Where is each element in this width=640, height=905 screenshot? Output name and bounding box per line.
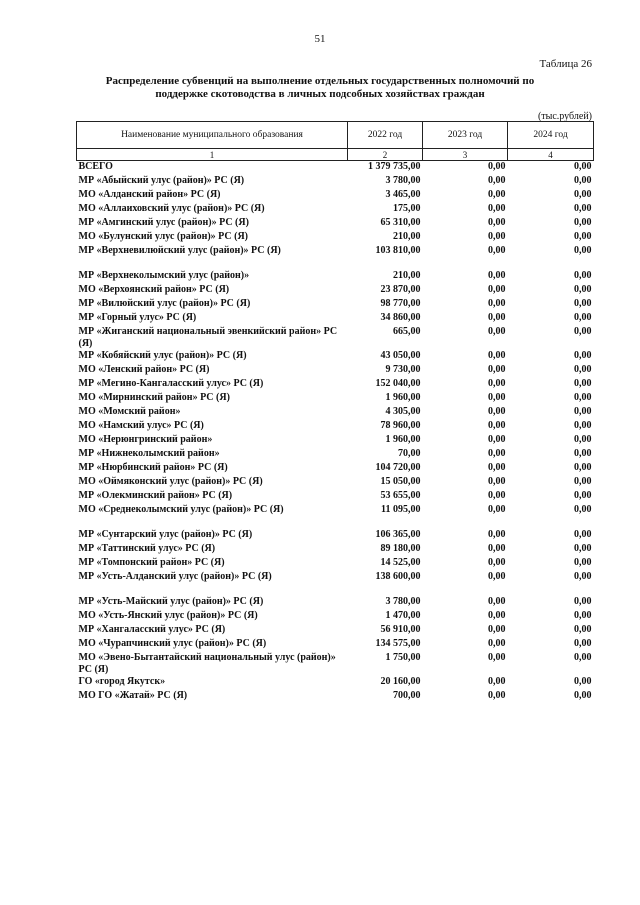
municipality-name-cell: МР «Томпонский район» РС (Я)	[78, 557, 225, 568]
municipality-name-cell: МР «Сунтарский улус (район)» РС (Я)	[78, 529, 253, 540]
subsidy-table	[76, 121, 594, 704]
value-2023-cell: 0,00	[488, 189, 506, 200]
value-2022-cell: 65 310,00	[380, 217, 421, 228]
table-row	[77, 571, 594, 585]
table-row	[77, 652, 594, 676]
total-row	[77, 161, 594, 176]
value-2023-cell: 0,00	[488, 406, 506, 417]
municipality-name-cell: МР «Амгинский улус (район)» РС (Я)	[78, 217, 249, 228]
value-2024-cell: 0,00	[574, 476, 592, 487]
value-2023-cell: 0,00	[488, 203, 506, 214]
value-2022-cell: 70,00	[398, 448, 421, 459]
municipality-name-cell: МР «Нижнеколымский район»	[78, 448, 220, 459]
municipality-name-cell: ГО «город Якутск»	[78, 676, 166, 687]
value-2024-cell: 0,00	[574, 624, 592, 635]
column-number: 1	[77, 149, 348, 161]
value-2024-cell: 0,00	[574, 690, 592, 701]
table-row	[77, 448, 594, 462]
municipality-name-cell: МР «Таттинский улус» РС (Я)	[78, 543, 216, 554]
value-2024-cell: 0,00	[574, 652, 592, 663]
municipality-name-cell: МР «Вилюйский улус (район)» РС (Я)	[78, 298, 251, 309]
value-2022-cell: 9 730,00	[385, 364, 421, 375]
value-2022-cell: 34 860,00	[380, 312, 421, 323]
value-2024-cell: 0,00	[574, 676, 592, 687]
value-2024-cell: 0,00	[574, 203, 592, 214]
table-row	[77, 406, 594, 420]
value-2022-cell: 3 780,00	[385, 175, 421, 186]
value-2022-cell: 11 095,00	[381, 504, 421, 515]
table-row	[77, 270, 594, 284]
value-2022-cell: 103 810,00	[375, 245, 421, 256]
table-row	[77, 175, 594, 189]
value-2024-cell: 0,00	[574, 448, 592, 459]
municipality-name-cell: МР «Верхневилюйский улус (район)» РС (Я)	[78, 245, 281, 256]
value-2023-cell: 0,00	[488, 504, 506, 515]
municipality-name-cell: МО «Намский улус» РС (Я)	[78, 420, 204, 431]
value-2024-cell: 0,00	[574, 298, 592, 309]
municipality-name-cell: МР «Усть-Майский улус (район)» РС (Я)	[78, 596, 264, 607]
municipality-name-cell: МО «Среднеколымский улус (район)» РС (Я)	[78, 504, 284, 515]
value-2023-cell: 0,00	[488, 378, 506, 389]
value-2024-cell: 0,00	[574, 245, 592, 256]
value-2023-cell: 0,00	[488, 610, 506, 621]
value-2024-cell: 0,00	[574, 420, 592, 431]
table-label: Таблица 26	[539, 58, 592, 70]
value-2024-cell: 0,00	[574, 490, 592, 501]
value-2022-cell: 3 780,00	[385, 596, 421, 607]
municipality-name-cell: МО ГО «Жатай» РС (Я)	[78, 690, 188, 701]
value-2022-cell: 104 720,00	[375, 462, 421, 473]
value-2024-cell: 0,00	[574, 350, 592, 361]
table-header	[77, 122, 594, 161]
value-2024-cell: 0,00	[574, 392, 592, 403]
table-row	[77, 231, 594, 245]
table-row	[77, 676, 594, 690]
table-body	[77, 161, 594, 705]
municipality-name-cell: МО «Чурапчинский улус (район)» РС (Я)	[78, 638, 267, 649]
value-2024-cell: 0,00	[574, 462, 592, 473]
value-2023-cell: 0,00	[488, 448, 506, 459]
table-row	[77, 245, 594, 259]
value-2023-cell: 0,00	[488, 571, 506, 582]
value-2022-cell: 20 160,00	[380, 676, 421, 687]
municipality-name-cell: МО «Момский район»	[78, 406, 181, 417]
value-2023-cell: 0,00	[488, 326, 506, 337]
value-2023-cell: 0,00	[488, 638, 506, 649]
table-row	[77, 624, 594, 638]
value-2023-cell: 0,00	[488, 557, 506, 568]
value-2022-cell: 210,00	[393, 231, 421, 242]
units-label: (тыс.рублей)	[537, 111, 592, 122]
value-2024-cell: 0,00	[574, 529, 592, 540]
municipality-name-cell: МР «Мегино-Кангаласский улус» РС (Я)	[78, 378, 264, 389]
value-2023-cell: 0,00	[488, 434, 506, 445]
municipality-name-cell: МР «Нюрбинский район» РС (Я)	[78, 462, 228, 473]
municipality-name-cell: МО «Булунский улус (район)» РС (Я)	[78, 231, 248, 242]
value-2022-cell: 665,00	[393, 326, 421, 337]
value-2022-cell: 1 960,00	[385, 392, 421, 403]
value-2024-cell: 0,00	[574, 189, 592, 200]
table-row	[77, 543, 594, 557]
municipality-name-cell: МР «Олекминский район» РС (Я)	[78, 490, 233, 501]
value-2023-cell: 0,00	[488, 364, 506, 375]
table-row	[77, 690, 594, 704]
table-row	[77, 638, 594, 652]
value-2022-cell: 175,00	[393, 203, 421, 214]
value-2024-cell: 0,00	[574, 378, 592, 389]
value-2024-cell: 0,00	[574, 610, 592, 621]
value-2023-cell: 0,00	[488, 245, 506, 256]
spacer-row	[77, 518, 594, 529]
table-row	[77, 557, 594, 571]
column-number: 2	[348, 149, 423, 161]
table-row	[77, 364, 594, 378]
value-2022-cell: 152 040,00	[375, 378, 421, 389]
value-2024-cell: 0,00	[574, 543, 592, 554]
value-2024-cell: 0,00	[574, 175, 592, 186]
value-2022-cell: 1 750,00	[385, 652, 421, 663]
column-header-2022: 2022 год	[348, 122, 423, 149]
value-2023-cell: 0,00	[488, 690, 506, 701]
value-2023-cell: 0,00	[488, 420, 506, 431]
value-2024-cell: 0,00	[574, 326, 592, 337]
table-row	[77, 462, 594, 476]
value-2024-cell: 0,00	[574, 312, 592, 323]
value-2022-cell: 14 525,00	[380, 557, 421, 568]
table-row	[77, 490, 594, 504]
value-2023-cell: 0,00	[488, 284, 506, 295]
value-2022-cell: 3 465,00	[385, 189, 421, 200]
value-2022-cell: 53 655,00	[380, 490, 421, 501]
table-row	[77, 350, 594, 364]
value-2022-cell: 56 910,00	[380, 624, 421, 635]
value-2024-cell: 0,00	[574, 596, 592, 607]
value-2023-cell: 0,00	[488, 529, 506, 540]
municipality-name-cell: МР «Горный улус» РС (Я)	[78, 312, 197, 323]
value-2023-cell: 0,00	[488, 312, 506, 323]
value-2024-cell: 0,00	[574, 571, 592, 582]
table-row	[77, 284, 594, 298]
value-2022-cell: 134 575,00	[375, 638, 421, 649]
municipality-name-cell: МО «Оймяконский улус (район)» РС (Я)	[78, 476, 263, 487]
municipality-name-cell: МР «Усть-Алданский улус (район)» РС (Я)	[78, 571, 272, 582]
value-2023-cell: 0,00	[488, 652, 506, 663]
value-2023-cell: 0,00	[488, 462, 506, 473]
value-2024-cell: 0,00	[574, 231, 592, 242]
value-2024-cell: 0,00	[574, 434, 592, 445]
table-row	[77, 298, 594, 312]
municipality-name-cell: ВСЕГО	[78, 161, 113, 172]
municipality-name-cell: МО «Верхоянский район» РС (Я)	[78, 284, 230, 295]
value-2024-cell: 0,00	[574, 504, 592, 515]
column-header-2024: 2024 год	[508, 122, 594, 149]
table-row	[77, 529, 594, 543]
municipality-name-cell: МО «Ленский район» РС (Я)	[78, 364, 210, 375]
value-2024-cell: 0,00	[574, 364, 592, 375]
value-2024-cell: 0,00	[574, 557, 592, 568]
table-row	[77, 420, 594, 434]
value-2024-cell: 0,00	[574, 638, 592, 649]
municipality-name-cell: МО «Нерюнгринский район»	[78, 434, 213, 445]
municipality-name-cell: МР «Абыйский улус (район)» РС (Я)	[78, 175, 245, 186]
table-row	[77, 378, 594, 392]
table-row	[77, 392, 594, 406]
spacer-row	[77, 585, 594, 596]
value-2023-cell: 0,00	[488, 350, 506, 361]
value-2022-cell: 106 365,00	[375, 529, 421, 540]
table-row	[77, 217, 594, 231]
value-2023-cell: 0,00	[488, 217, 506, 228]
table-row	[77, 476, 594, 490]
value-2022-cell: 4 305,00	[385, 406, 421, 417]
table-row	[77, 203, 594, 217]
spacer-cell	[77, 518, 594, 529]
municipality-name-cell: МО «Усть-Янский улус (район)» РС (Я)	[78, 610, 258, 621]
value-2023-cell: 0,00	[488, 175, 506, 186]
value-2022-cell: 89 180,00	[380, 543, 421, 554]
value-2022-cell: 98 770,00	[380, 298, 421, 309]
value-2023-cell: 0,00	[488, 270, 506, 281]
municipality-name-cell: МО «Аллаиховский улус (район)» РС (Я)	[78, 203, 265, 214]
table-row	[77, 326, 594, 350]
value-2022-cell: 15 050,00	[380, 476, 421, 487]
table-row	[77, 596, 594, 610]
value-2023-cell: 0,00	[488, 231, 506, 242]
value-2022-cell: 23 870,00	[380, 284, 421, 295]
value-2022-cell: 43 050,00	[380, 350, 421, 361]
value-2024-cell: 0,00	[574, 406, 592, 417]
value-2023-cell: 0,00	[488, 476, 506, 487]
municipality-name-cell: МР «Жиганский национальный эвенкийский район» РС (Я)	[78, 326, 338, 349]
spacer-cell	[77, 259, 594, 270]
value-2022-cell: 210,00	[393, 270, 421, 281]
value-2024-cell: 0,00	[574, 217, 592, 228]
spacer-row	[77, 259, 594, 270]
municipality-name-cell: МО «Мирнинский район» РС (Я)	[78, 392, 230, 403]
value-2024-cell: 0,00	[574, 161, 592, 172]
value-2023-cell: 0,00	[488, 298, 506, 309]
table-row	[77, 610, 594, 624]
municipality-name-cell: МР «Кобяйский улус (район)» РС (Я)	[78, 350, 247, 361]
table-row	[77, 434, 594, 448]
value-2023-cell: 0,00	[488, 676, 506, 687]
value-2022-cell: 1 470,00	[385, 610, 421, 621]
value-2022-cell: 78 960,00	[380, 420, 421, 431]
value-2022-cell: 138 600,00	[375, 571, 421, 582]
column-header-municipality: Наименование муниципального образования	[77, 122, 348, 149]
column-number: 4	[508, 149, 594, 161]
municipality-name-cell: МР «Верхнеколымский улус (район)»	[78, 270, 250, 281]
value-2022-cell: 700,00	[393, 690, 421, 701]
table-row	[77, 189, 594, 203]
municipality-name-cell: МО «Алданский район» РС (Я)	[78, 189, 221, 200]
document-title: Распределение субвенций на выполнение отдельных государственных полномочий по поддержке скотоводства в личных подсобных хозяйствах граждан	[105, 75, 535, 100]
table-row	[77, 504, 594, 518]
table-row	[77, 312, 594, 326]
municipality-name-cell: МР «Хангаласский улус» РС (Я)	[78, 624, 226, 635]
value-2023-cell: 0,00	[488, 392, 506, 403]
page-number: 51	[314, 33, 326, 45]
municipality-name-cell: МО «Эвено-Бытантайский национальный улус (район)» РС (Я)	[78, 652, 336, 675]
value-2023-cell: 0,00	[488, 596, 506, 607]
spacer-cell	[77, 585, 594, 596]
value-2023-cell: 0,00	[488, 543, 506, 554]
value-2022-cell: 1 960,00	[385, 434, 421, 445]
value-2022-cell: 1 379 735,00	[368, 161, 421, 172]
value-2023-cell: 0,00	[488, 161, 506, 172]
value-2023-cell: 0,00	[488, 624, 506, 635]
value-2024-cell: 0,00	[574, 270, 592, 281]
column-header-2023: 2023 год	[423, 122, 508, 149]
value-2024-cell: 0,00	[574, 284, 592, 295]
value-2023-cell: 0,00	[488, 490, 506, 501]
column-number: 3	[423, 149, 508, 161]
